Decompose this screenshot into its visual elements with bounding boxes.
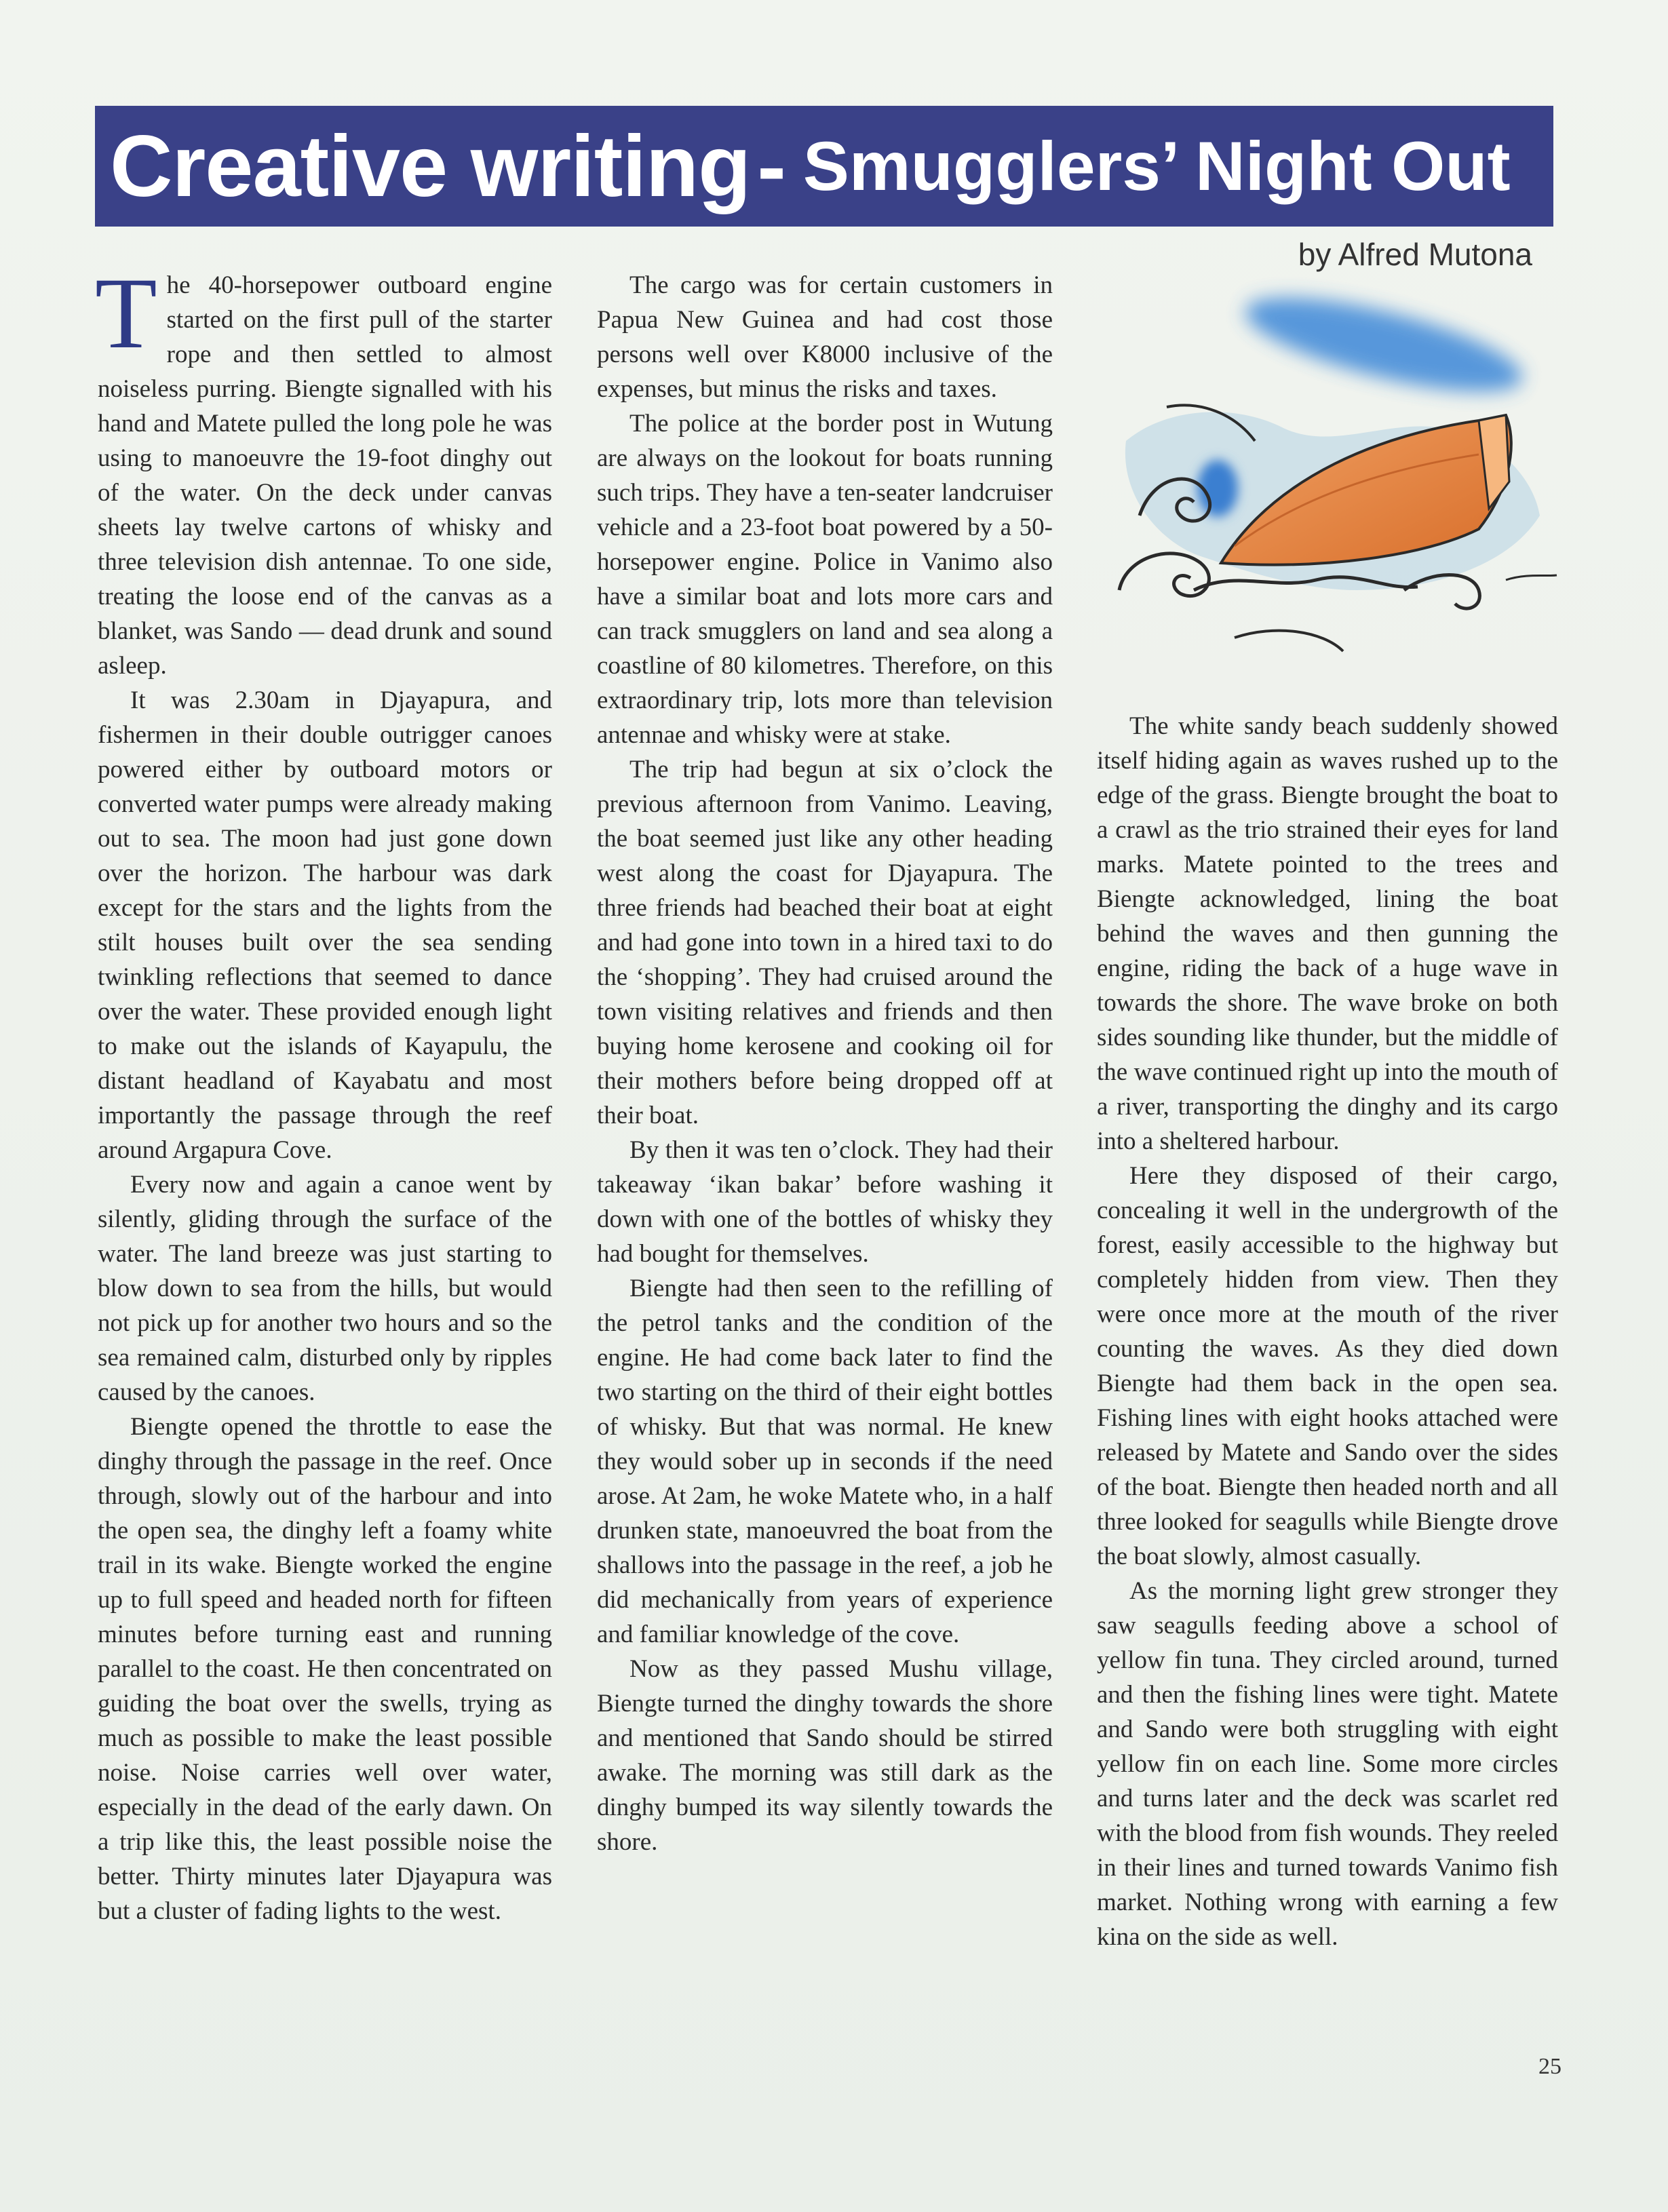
- column-3: [1097, 709, 1558, 1954]
- paragraph: Every now and again a canoe went by silently, gliding through the surface of the water. The land breeze was just starting to blow down to sea from the hills, but would not pick up for another two hours and so the sea remained calm, disturbed only by ripples caused by the canoes.: [98, 1171, 552, 1406]
- paragraph: Biengte had then seen to the refilling of the petrol tanks and the condition of the engine. He had come back later to find the two starting on the third of their eight bottles of whisky. But that was normal. He knew they would sober up in seconds if the need arose. At 2am, he woke Matete who, in a half drunken state, manoeuvred the boat from the shallows into the passage in the reef, a job he did mechanically from years of experience and familiar knowledge of the cove.: [597, 1275, 1053, 1648]
- sky-brush-stroke: [1238, 279, 1530, 411]
- section-title: Creative writing: [110, 117, 751, 215]
- article-title: Smugglers’ Night Out: [802, 127, 1511, 205]
- paragraph: Biengte opened the throttle to ease the dinghy through the passage in the reef. Once through, slowly out of the harbour and into the open sea, the dinghy left a foamy white trail in its wake. Biengte worked the engine up to full speed and headed north for fifteen minutes before turning east and running parallel to the coast. He then concentrated on guiding the boat over the swells, trying as much as possible to make the least possible noise. Noise carries well over water, especially in the dead of the early dawn. On a trip like this, the least possible noise the better. Thirty minutes later Djayapura was but a cluster of fading lights to the west.: [98, 1413, 552, 1925]
- boat-on-waves-illustration: [1099, 271, 1560, 678]
- page-number: 25: [1538, 2054, 1562, 2079]
- paragraph: Now as they passed Mushu village, Biengte turned the dinghy towards the shore and mentioned that Sando should be stirred awake. The morning was still dark as the dinghy bumped its way silently towards the shore.: [597, 1655, 1053, 1856]
- boat-illustration-svg: [1099, 271, 1560, 678]
- title-banner: [95, 106, 1553, 227]
- paragraph: It was 2.30am in Djayapura, and fishermen in their double outrigger canoes powered either by outboard motors or converted water pumps were already making out to sea. The moon had just gone down over the horizon. The harbour was dark except for the stars and the lights from the stilt houses built over the sea sending twinkling reflections that seemed to dance over the water. These provided enough light to make out the islands of Kayapulu, the distant headland of Kayabatu and most importantly the passage through the reef around Argapura Cove.: [98, 686, 552, 1164]
- paragraph: [95, 257, 552, 683]
- paragraph: The police at the border post in Wutung are always on the lookout for boats running such trips. They have a ten-seater landcruiser vehicle and a 23-foot boat powered by a 50-horsepower engine. Police in Vanimo also have a similar boat and lots more cars and can track smugglers on land and sea along a coastline of 80 kilometres. Therefore, on this extraordinary trip, lots more than television antennae and whisky were at stake.: [597, 410, 1053, 749]
- paragraph: As the morning light grew stronger they saw seagulls feeding above a school of yellow fin tuna. They circled around, turned and then the fishing lines were tight. Matete and Sando were both struggling with eight yellow fin on each line. Some more circles and turns later and the deck was scarlet red with the blood from fish wounds. They reeled in their lines and turned towards Vanimo fish market. Nothing wrong with earning a few kina on the side as well.: [1097, 1577, 1558, 1951]
- paragraph: By then it was ten o’clock. They had their takeaway ‘ikan bakar’ before washing it down with one of the bottles of whisky they had bought for themselves.: [597, 1136, 1053, 1268]
- title-separator: -: [757, 117, 785, 215]
- paragraph: The cargo was for certain customers in Papua New Guinea and had cost those persons well over K8000 inclusive of the expenses, but minus the risks and taxes.: [597, 271, 1053, 403]
- byline: by Alfred Mutona: [1298, 237, 1532, 272]
- column-1: [95, 257, 552, 1928]
- paragraph: The white sandy beach suddenly showed itself hiding again as waves rushed up to the edge of the grass. Biengte brought the boat to a crawl as the trio strained their eyes for land marks. Matete pointed to the trees and Biengte acknowledged, lining the boat behind the waves and then gunning the engine, riding the back of a huge wave in towards the shore. The wave broke on both sides sounding like thunder, but the middle of the wave continued right up into the mouth of a river, transporting the dinghy and its cargo into a sheltered harbour.: [1097, 712, 1558, 1155]
- drop-cap: T: [95, 257, 157, 370]
- column-2: [597, 268, 1053, 1859]
- paragraph: The trip had begun at six o’clock the previous afternoon from Vanimo. Leaving, the boat seemed just like any other heading west along the coast for Djayapura. The three friends had beached their boat at eight and had gone into town in a hired taxi to do the ‘shopping’. They had cruised around the town visiting relatives and friends and then buying home kerosene and cooking oil for their mothers before being dropped off at their boat.: [597, 756, 1053, 1129]
- paragraph: Here they disposed of their cargo, concealing it well in the undergrowth of the forest, easily accessible to the highway but completely hidden from view. Then they were once more at the mouth of the river counting the waves. As they died down Biengte had them back in the open sea. Fishing lines with eight hooks attached were released by Matete and Sando over the sides of the boat. Biengte then headed north and all three looked for seagulls while Biengte drove the boat slowly, almost casually.: [1097, 1162, 1558, 1570]
- paragraph-text: he 40-horsepower outboard engine started on the first pull of the starter rope and then settled to almost noiseless purring. Biengte signalled with his hand and Matete pulled the long pole he was using to manoeuvre the 19-foot dinghy out of the water. On the deck under canvas sheets lay twelve cartons of whisky and three television dish antennae. To one side, treating the loose end of the canvas as a blanket, was Sando — dead drunk and sound asleep.: [98, 271, 552, 680]
